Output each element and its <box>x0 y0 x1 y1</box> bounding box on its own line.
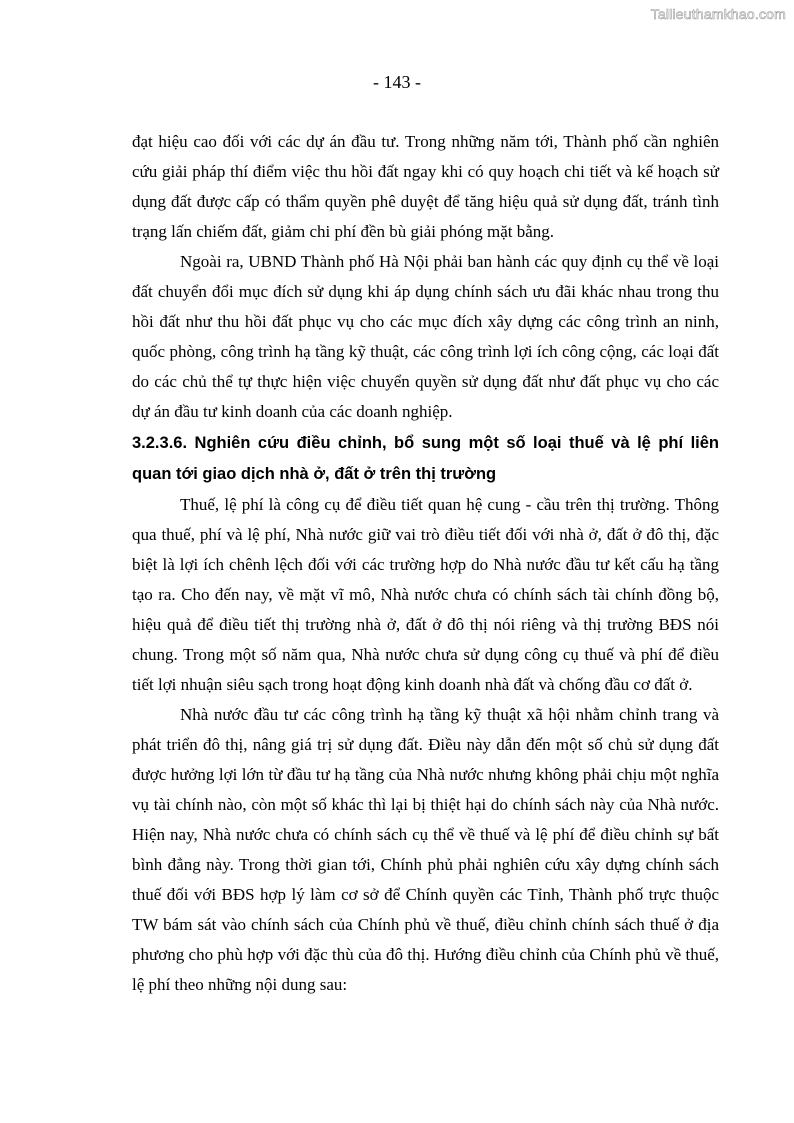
paragraph-land-conversion: Ngoài ra, UBND Thành phố Hà Nội phải ban hành các quy định cụ thể về loại đất chuyển đổi mục đích sử dụng khi áp dụng chính sách ưu đãi khác nhau trong thu hồi đất như thu hồi đất phục vụ cho các mục đích xây dựng các công trình an ninh, quốc phòng, công trình hạ tầng kỹ thuật, các công trình lợi ích công cộng, các loại đất do các chủ thể tự thực hiện việc chuyển quyền sử dụng đất như đất phục vụ cho các dự án đầu tư kinh doanh của các doanh nghiệp. <box>132 252 719 421</box>
paragraph-taxes-fees: Thuế, lệ phí là công cụ để điều tiết quan hệ cung - cầu trên thị trường. Thông qua thuế, phí và lệ phí, Nhà nước giữ vai trò điều tiết đối với nhà ở, đất ở đô thị, đặc biệt là lợi ích chênh lệch đối với các trường hợp do Nhà nước đầu tư kết cấu hạ tầng tạo ra. Cho đến nay, về mặt vĩ mô, Nhà nước chưa có chính sách tài chính đồng bộ, hiệu quả để điều tiết thị trường nhà ở, đất ở đô thị nói riêng và thị trường BĐS nói chung. Trong một số năm qua, Nhà nước chưa sử dụng công cụ thuế và phí để điều tiết lợi nhuận siêu sạch trong hoạt động kinh doanh nhà đất và chống đầu cơ đất ở. <box>132 495 719 694</box>
page-number: - 143 - <box>373 72 421 92</box>
section-heading: 3.2.3.6. Nghiên cứu điều chỉnh, bổ sung một số loại thuế và lệ phí liên quan tới giao dịch nhà ở, đất ở trên thị trường <box>132 434 719 483</box>
document-body <box>132 127 719 1000</box>
watermark: Tailieuthamkhao.com <box>650 6 786 22</box>
paragraph-infrastructure-investment: Nhà nước đầu tư các công trình hạ tầng kỹ thuật xã hội nhằm chỉnh trang và phát triển đô thị, nâng giá trị sử dụng đất. Điều này dẫn đến một số chủ sử dụng đất được hưởng lợi lớn từ đầu tư hạ tầng của Nhà nước nhưng không phải chịu một nghĩa vụ tài chính nào, còn một số khác thì lại bị thiệt hại do chính sách này của Nhà nước. Hiện nay, Nhà nước chưa có chính sách cụ thể về thuế và lệ phí để điều chỉnh sự bất bình đẳng này. Trong thời gian tới, Chính phủ phải nghiên cứu xây dựng chính sách thuế đối với BĐS hợp lý làm cơ sở để Chính quyền các Tỉnh, Thành phố trực thuộc TW bám sát vào chính sách của Chính phủ về thuế, điều chỉnh chính sách thuế ở địa phương cho phù hợp với đặc thù của đô thị. Hướng điều chỉnh của Chính phủ về thuế, lệ phí theo những nội dung sau: <box>132 705 719 994</box>
paragraph-continuation: đạt hiệu cao đối với các dự án đầu tư. Trong những năm tới, Thành phố cần nghiên cứu giải pháp thí điểm việc thu hồi đất ngay khi có quy hoạch chi tiết và kế hoạch sử dụng đất được cấp có thẩm quyền phê duyệt để tăng hiệu quả sử dụng đất, tránh tình trạng lấn chiếm đất, giảm chi phí đền bù giải phóng mặt bằng. <box>132 132 719 241</box>
